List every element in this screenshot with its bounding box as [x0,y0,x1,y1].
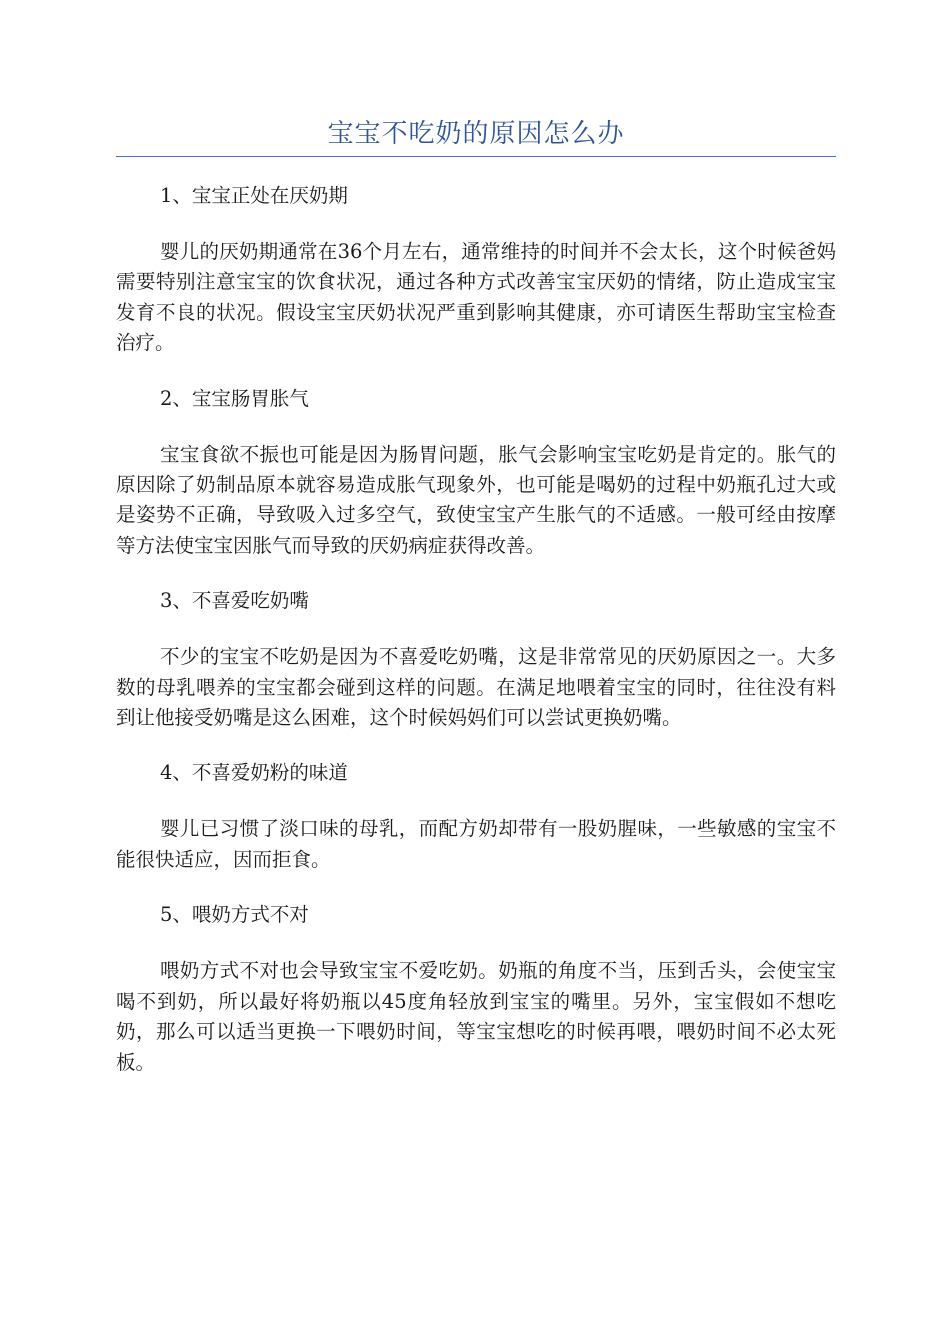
section-paragraph: 喂奶方式不对也会导致宝宝不爱吃奶。奶瓶的角度不当，压到舌头，会使宝宝喝不到奶，所以最好将奶瓶以45度角轻放到宝宝的嘴里。另外，宝宝假如不想吃奶，那么可以适当更换一下喂奶时间，等宝宝想吃的时候再喂，喂奶时间不必太死板。 [116,959,836,1074]
section-heading: 5、喂奶方式不对 [160,903,309,927]
section-paragraph: 婴儿已习惯了淡口味的母乳，而配方奶却带有一股奶腥味，一些敏感的宝宝不能很快适应，因而拒食。 [116,817,836,871]
section-paragraph: 婴儿的厌奶期通常在36个月左右，通常维持的时间并不会太长，这个时候爸妈需要特别注意宝宝的饮食状况，通过各种方式改善宝宝厌奶的情绪，防止造成宝宝发育不良的状况。假设宝宝厌奶状况严重到影响其健康，亦可请医生帮助宝宝检查治疗。 [116,240,836,355]
section-1 [116,181,836,359]
document-title: 宝宝不吃奶的原因怎么办 [327,119,625,149]
section-heading: 1、宝宝正处在厌奶期 [160,184,348,207]
title-underline [116,156,836,157]
section-heading: 4、不喜爱奶粉的味道 [160,761,348,785]
section-paragraph: 不少的宝宝不吃奶是因为不喜爱吃奶嘴，这是非常常见的厌奶原因之一。大多数的母乳喂养的宝宝都会碰到这样的问题。在满足地喂着宝宝的同时，往往没有料到让他接受奶嘴是这么困难，这个时候妈妈们可以尝试更换奶嘴。 [116,645,836,730]
section-2 [116,384,836,562]
document-page [116,112,836,1103]
section-5 [116,900,836,1078]
section-heading: 3、不喜爱吃奶嘴 [160,589,309,613]
section-3 [116,586,836,733]
section-4 [116,758,836,875]
section-heading: 2、宝宝肠胃胀气 [160,386,309,410]
section-paragraph: 宝宝食欲不振也可能是因为肠胃问题，胀气会影响宝宝吃奶是肯定的。胀气的原因除了奶制品原本就容易造成胀气现象外，也可能是喝奶的过程中奶瓶孔过大或是姿势不正确，导致吸入过多空气，致使宝宝产生胀气的不适感。一般可经由按摩等方法使宝宝因胀气而导致的厌奶病症获得改善。 [116,442,836,557]
